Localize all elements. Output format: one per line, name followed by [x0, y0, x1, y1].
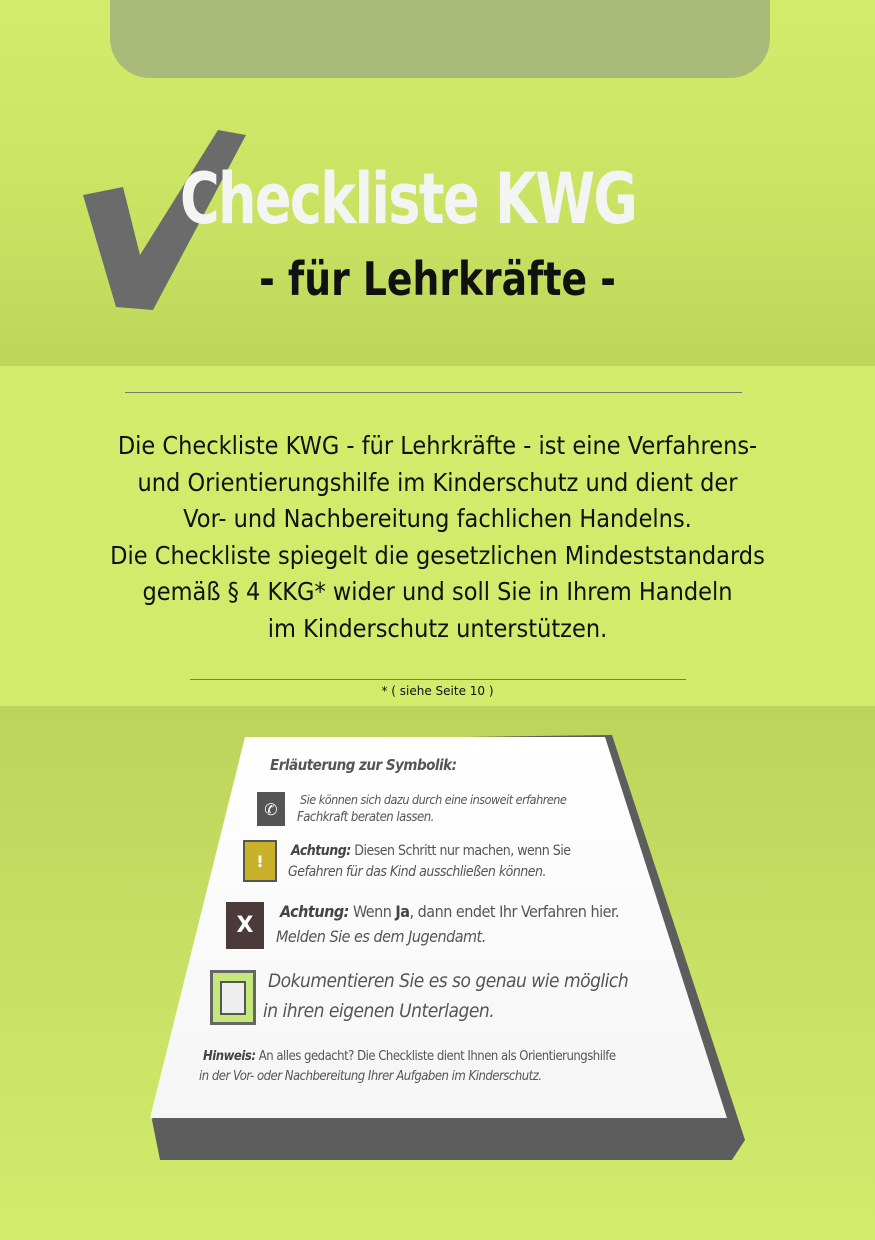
- warning-line: [291, 843, 571, 859]
- note-label: Hinweis:: [203, 1049, 256, 1064]
- stop-bold: Ja: [395, 902, 410, 921]
- stop-text: , dann endet Ihr Verfahren hier.: [409, 902, 619, 921]
- phone-line: Sie können sich dazu durch eine insoweit erfahrene: [300, 792, 567, 807]
- phone-line: Fachkraft beraten lassen.: [297, 810, 434, 825]
- intro-line: Die Checkliste KWG - für Lehrkräfte - ist eine Verfahrens-: [117, 431, 758, 460]
- warning-text: Diesen Schritt nur machen, wenn Sie: [350, 843, 571, 859]
- phone-icon: ✆: [257, 792, 285, 826]
- document-line: Dokumentieren Sie es so genau wie möglich: [268, 970, 629, 992]
- intro-line: Die Checkliste spiegelt die gesetzlichen Mindeststandards: [110, 540, 765, 570]
- footnote: * ( siehe Seite 10 ): [381, 684, 494, 698]
- stop-label: Achtung:: [280, 902, 349, 921]
- note-text: An alles gedacht? Die Checkliste dient Ihnen als Orientierungshilfe: [255, 1049, 616, 1064]
- note-line: [203, 1049, 616, 1064]
- document-icon: [210, 970, 256, 1025]
- warning-line: Gefahren für das Kind ausschließen können.: [288, 864, 547, 880]
- stop-icon: X: [226, 902, 264, 949]
- legend-heading: Erläuterung zur Symbolik:: [270, 756, 457, 774]
- stop-text: Wenn: [348, 902, 396, 921]
- warning-icon: !: [243, 840, 277, 882]
- intro-line: Vor- und Nachbereitung fachlichen Handelns.: [183, 504, 692, 533]
- intro-line: im Kinderschutz unterstützen.: [267, 613, 608, 643]
- intro-line: gemäß § 4 KKG* wider und soll Sie in Ihrem Handeln: [142, 577, 733, 606]
- stop-line: Melden Sie es dem Jugendamt.: [276, 927, 486, 946]
- page-title: Checkliste KWG: [180, 158, 637, 240]
- stop-line: [280, 902, 619, 921]
- page-subtitle: - für Lehrkräfte -: [259, 252, 616, 306]
- note-line: in der Vor- oder Nachbereitung Ihrer Aufgaben im Kinderschutz.: [199, 1069, 542, 1084]
- intro-line: und Orientierungshilfe im Kinderschutz und dient der: [137, 467, 738, 497]
- warning-label: Achtung:: [291, 843, 351, 859]
- document-line: in ihren eigenen Unterlagen.: [263, 1000, 495, 1022]
